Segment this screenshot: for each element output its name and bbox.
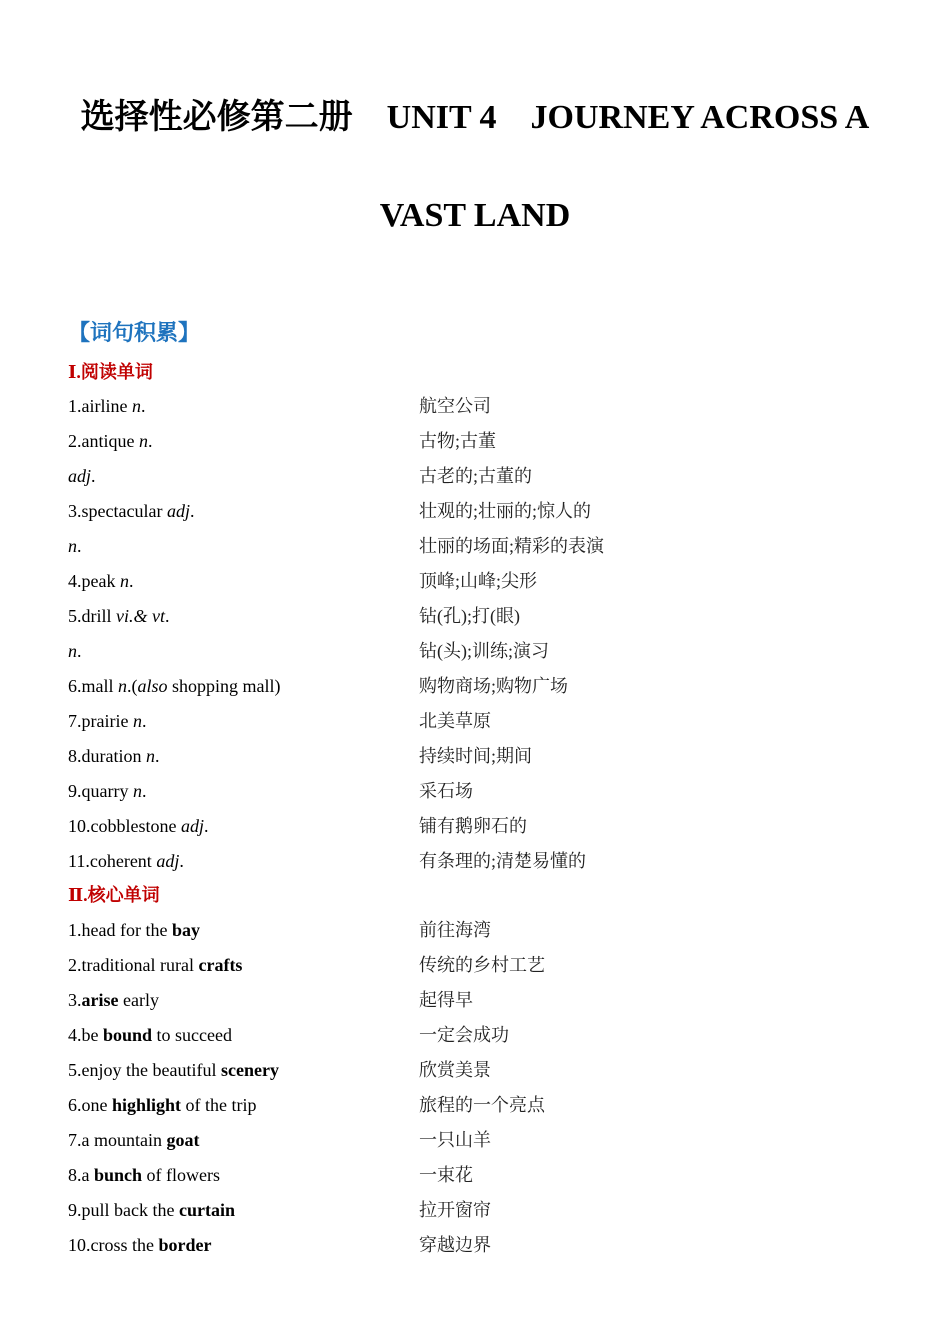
list-item bbox=[68, 1022, 888, 1057]
list-item bbox=[68, 428, 888, 463]
list-item bbox=[68, 463, 888, 498]
vocab-term: n. bbox=[68, 536, 82, 556]
vocab-term: 5.drill vi.& vt. bbox=[68, 606, 170, 626]
page-title-line-1: 选择性必修第二册 UNIT 4 JOURNEY ACROSS A bbox=[80, 99, 870, 136]
vocab-meaning: 古老的;古董的 bbox=[419, 466, 533, 486]
vocab-term: adj. bbox=[68, 466, 96, 486]
list-item bbox=[68, 848, 888, 883]
vocab-term: 2.antique n. bbox=[68, 431, 153, 451]
vocab-meaning: 钻(头);训练;演习 bbox=[419, 641, 549, 661]
list-item bbox=[68, 638, 888, 673]
core-words-list bbox=[68, 917, 888, 1267]
core-words-heading: Ⅱ.核心单词 bbox=[68, 885, 160, 905]
phrase-meaning: 前往海湾 bbox=[419, 920, 491, 940]
vocab-term: 3.spectacular adj. bbox=[68, 501, 195, 521]
phrase-meaning: 传统的乡村工艺 bbox=[419, 955, 545, 975]
vocab-meaning: 钻(孔);打(眼) bbox=[419, 606, 520, 626]
phrase-meaning: 旅程的一个亮点 bbox=[419, 1095, 545, 1115]
vocab-term: 11.coherent adj. bbox=[68, 851, 184, 871]
list-item bbox=[68, 393, 888, 428]
list-item bbox=[68, 533, 888, 568]
phrase-meaning: 穿越边界 bbox=[419, 1235, 491, 1255]
vocab-meaning: 购物商场;购物广场 bbox=[419, 676, 569, 696]
phrase-meaning: 一定会成功 bbox=[419, 1025, 509, 1045]
reading-words-list bbox=[68, 393, 888, 883]
list-item bbox=[68, 813, 888, 848]
vocab-term: 1.airline n. bbox=[68, 396, 146, 416]
phrase: 1.head for the bay bbox=[68, 920, 200, 940]
vocab-meaning: 持续时间;期间 bbox=[419, 746, 533, 766]
phrase: 8.a bunch of flowers bbox=[68, 1165, 221, 1185]
vocab-meaning: 采石场 bbox=[419, 781, 473, 801]
list-item bbox=[68, 1232, 888, 1267]
phrase: 6.one highlight of the trip bbox=[68, 1095, 257, 1115]
vocab-meaning: 壮观的;壮丽的;惊人的 bbox=[419, 501, 592, 521]
list-item bbox=[68, 673, 888, 708]
phrase-meaning: 起得早 bbox=[419, 990, 473, 1010]
list-item bbox=[68, 1162, 888, 1197]
phrase: 10.cross the border bbox=[68, 1235, 212, 1255]
phrase-meaning: 拉开窗帘 bbox=[419, 1200, 491, 1220]
page-title-line-2: VAST LAND bbox=[379, 197, 571, 234]
list-item bbox=[68, 952, 888, 987]
vocab-term: 8.duration n. bbox=[68, 746, 160, 766]
list-item bbox=[68, 917, 888, 952]
list-item bbox=[68, 1092, 888, 1127]
vocab-term: 4.peak n. bbox=[68, 571, 134, 591]
phrase: 3.arise early bbox=[68, 990, 159, 1010]
vocab-term: 7.prairie n. bbox=[68, 711, 147, 731]
list-item bbox=[68, 1197, 888, 1232]
list-item bbox=[68, 603, 888, 638]
phrase: 4.be bound to succeed bbox=[68, 1025, 233, 1045]
list-item bbox=[68, 568, 888, 603]
vocab-meaning: 古物;古董 bbox=[419, 431, 497, 451]
vocab-meaning: 顶峰;山峰;尖形 bbox=[419, 571, 538, 591]
list-item bbox=[68, 1127, 888, 1162]
list-item bbox=[68, 987, 888, 1022]
vocab-meaning: 航空公司 bbox=[419, 396, 491, 416]
vocab-term: 6.mall n.(also shopping mall) bbox=[68, 676, 281, 696]
section-heading: 【词句积累】 bbox=[68, 320, 201, 345]
list-item bbox=[68, 1057, 888, 1092]
phrase-meaning: 欣赏美景 bbox=[419, 1060, 491, 1080]
vocab-term: 10.cobblestone adj. bbox=[68, 816, 209, 836]
list-item bbox=[68, 743, 888, 778]
reading-words-heading: Ⅰ.阅读单词 bbox=[68, 362, 153, 382]
phrase: 5.enjoy the beautiful scenery bbox=[68, 1060, 279, 1080]
vocab-term: n. bbox=[68, 641, 82, 661]
vocab-meaning: 壮丽的场面;精彩的表演 bbox=[419, 536, 604, 556]
phrase-meaning: 一只山羊 bbox=[419, 1130, 491, 1150]
list-item bbox=[68, 778, 888, 813]
vocab-term: 9.quarry n. bbox=[68, 781, 147, 801]
vocab-meaning: 铺有鹅卵石的 bbox=[419, 816, 527, 836]
phrase: 7.a mountain goat bbox=[68, 1130, 200, 1150]
vocab-meaning: 北美草原 bbox=[419, 711, 491, 731]
vocab-meaning: 有条理的;清楚易懂的 bbox=[419, 851, 587, 871]
phrase: 2.traditional rural crafts bbox=[68, 955, 243, 975]
list-item bbox=[68, 498, 888, 533]
phrase-meaning: 一束花 bbox=[419, 1165, 473, 1185]
list-item bbox=[68, 708, 888, 743]
phrase: 9.pull back the curtain bbox=[68, 1200, 235, 1220]
